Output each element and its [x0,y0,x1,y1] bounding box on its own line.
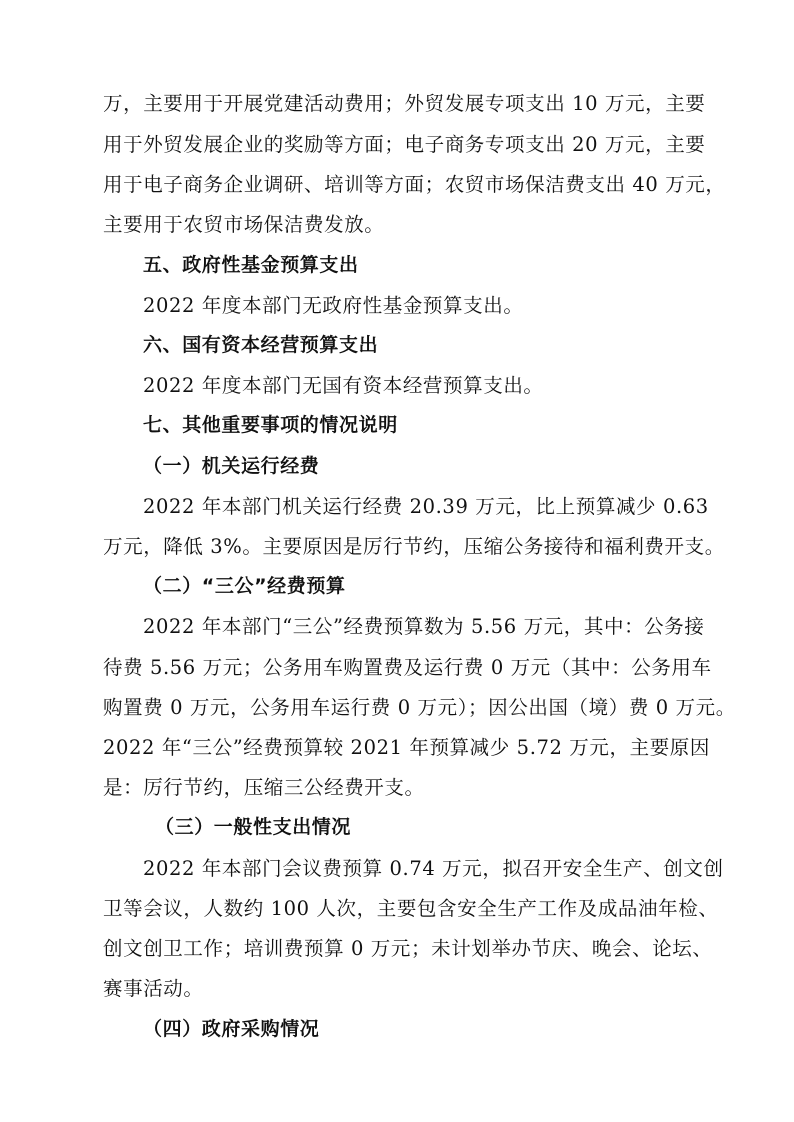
paragraph-line: 待费 5.56 万元；公务用车购置费及运行费 0 万元（其中：公务用车 [103,656,712,679]
paragraph-line: 赛事活动。 [103,977,204,1000]
paragraph-line: 2022 年本部门“三公”经费预算数为 5.56 万元，其中：公务接 [143,615,705,638]
subsection-heading-2: （二）“三公”经费预算 [143,575,346,597]
paragraph-line: 2022 年“三公”经费预算较 2021 年预算减少 5.72 万元，主要原因 [103,736,711,759]
paragraph-line: 主要用于农贸市场保洁费发放。 [103,213,385,236]
paragraph-line: 2022 年本部门机关运行经费 20.39 万元，比上预算减少 0.63 [143,495,709,518]
paragraph-line: 万，主要用于开展党建活动费用；外贸发展专项支出 10 万元，主要 [103,92,706,115]
section-heading-6: 六、国有资本经营预算支出 [143,334,379,356]
paragraph-line: 卫等会议，人数约 100 人次，主要包含安全生产工作及成品油年检、 [103,897,719,920]
paragraph-line: 用于外贸发展企业的奖励等方面；电子商务专项支出 20 万元，主要 [103,133,706,156]
paragraph-line: 用于电子商务企业调研、培训等方面；农贸市场保洁费支出 40 万元， [103,173,726,196]
subsection-heading-3: （三）一般性支出情况 [155,816,352,838]
subsection-heading-1: （一）机关运行经费 [143,455,320,477]
section-heading-7: 七、其他重要事项的情况说明 [143,414,398,436]
paragraph-line: 2022 年本部门会议费预算 0.74 万元，拟召开安全生产、创文创 [143,857,724,880]
subsection-heading-4: （四）政府采购情况 [143,1018,320,1040]
paragraph-line: 购置费 0 万元，公务用车运行费 0 万元）；因公出国（境）费 0 万元。 [103,696,736,719]
paragraph-line: 万元，降低 3%。主要原因是厉行节约，压缩公务接待和福利费开支。 [103,535,725,558]
paragraph-line: 2022 年度本部门无政府性基金预算支出。 [143,294,524,317]
paragraph-line: 是：厉行节约，压缩三公经费开支。 [103,776,425,799]
paragraph-line: 2022 年度本部门无国有资本经营预算支出。 [143,374,544,397]
paragraph-line: 创文创卫工作；培训费预算 0 万元；未计划举办节庆、晚会、论坛、 [103,937,713,960]
section-heading-5: 五、政府性基金预算支出 [143,254,359,276]
